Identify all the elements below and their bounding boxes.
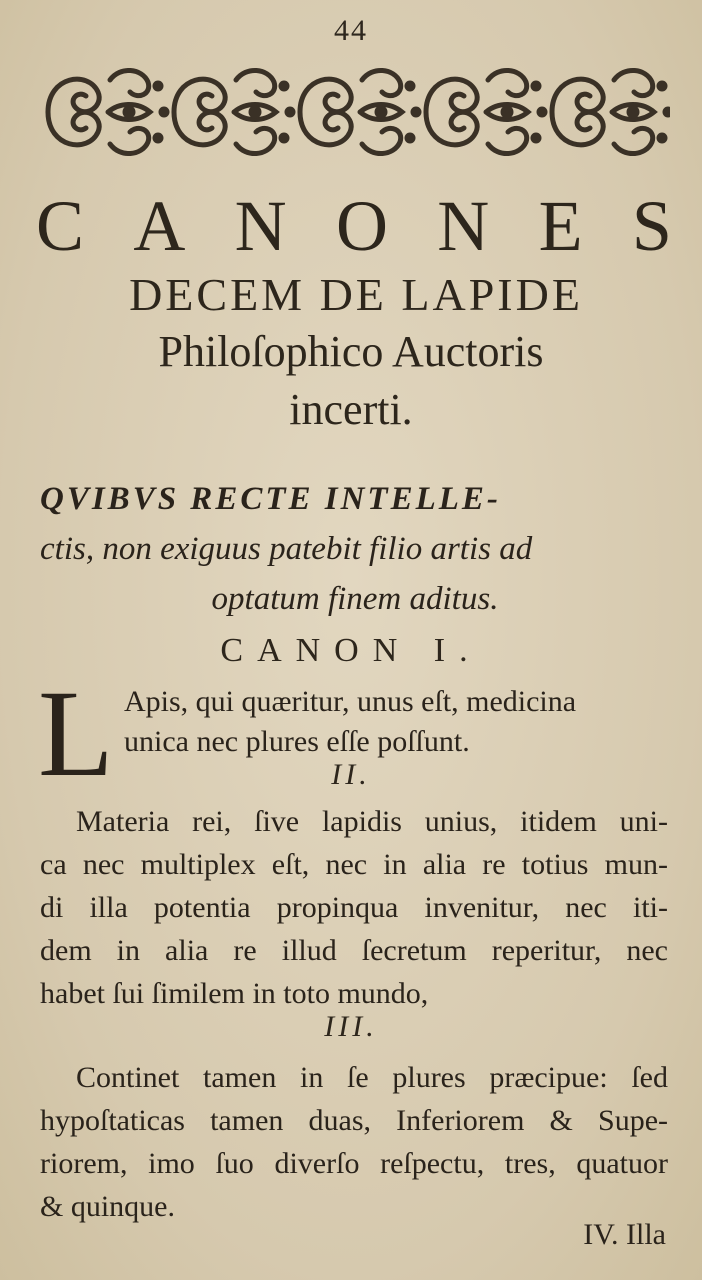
intro-line-1: QVIBVS RECTE INTELLE-	[40, 481, 501, 517]
title-letter: E	[538, 186, 587, 266]
subtitle-line-3: incerti.	[289, 385, 413, 434]
intro-paragraph	[40, 474, 670, 624]
canon-2-line: ca nec multiplex eſt, nec in alia re totius mun-	[40, 848, 668, 881]
title-letter: N	[234, 186, 291, 266]
canon-3-line: hypoſtaticas tamen duas, Inferiorem & Supe-	[40, 1104, 668, 1137]
canon-1-line-2: unica nec plures eſſe poſſunt.	[124, 725, 470, 758]
numeral-3: III.	[324, 1010, 378, 1043]
canon-2-line: dem in alia re illud ſecretum reperitur, nec	[40, 934, 668, 967]
decorative-headpiece	[38, 56, 670, 168]
subtitle-line-1: DECEM DE LAPIDE	[129, 269, 583, 320]
title-letter: A	[133, 186, 190, 266]
canon-1-text	[124, 682, 672, 762]
title-letter: S	[631, 186, 676, 266]
title-letter: O	[335, 186, 392, 266]
intro-line-2: ctis, non exiguus patebit filio artis ad	[40, 531, 533, 567]
title-letter: C	[36, 186, 89, 266]
canon-3-line: Continet tamen in ſe plures præcipue: ſed	[76, 1061, 668, 1094]
subtitle-line-2: Philoſophico Auctoris	[158, 327, 544, 376]
catchword: IV. Illa	[583, 1218, 666, 1251]
canon-2-line: Materia rei, ſive lapidis unius, itidem uni-	[76, 805, 668, 838]
canon-heading: CANON I.	[220, 632, 482, 669]
page-number: 44	[334, 14, 368, 47]
canon-2-text	[40, 800, 668, 1015]
canon-3-text	[40, 1056, 668, 1228]
numeral-2: II.	[331, 758, 371, 791]
intro-line-3: optatum finem aditus.	[211, 581, 499, 617]
canon-3-line: & quinque.	[40, 1190, 175, 1223]
main-title	[36, 186, 676, 266]
canon-2-line: habet ſui ſimilem in toto mundo,	[40, 977, 429, 1010]
canon-3-line: riorem, imo ſuo diverſo reſpectu, tres, quatuor	[40, 1147, 668, 1180]
drop-capital: L	[38, 665, 114, 802]
title-letter: N	[437, 186, 494, 266]
canon-1-line-1: Apis, qui quæritur, unus eſt, medicina	[124, 685, 577, 718]
canon-2-line: di illa potentia propinqua invenitur, nec iti-	[40, 891, 668, 924]
